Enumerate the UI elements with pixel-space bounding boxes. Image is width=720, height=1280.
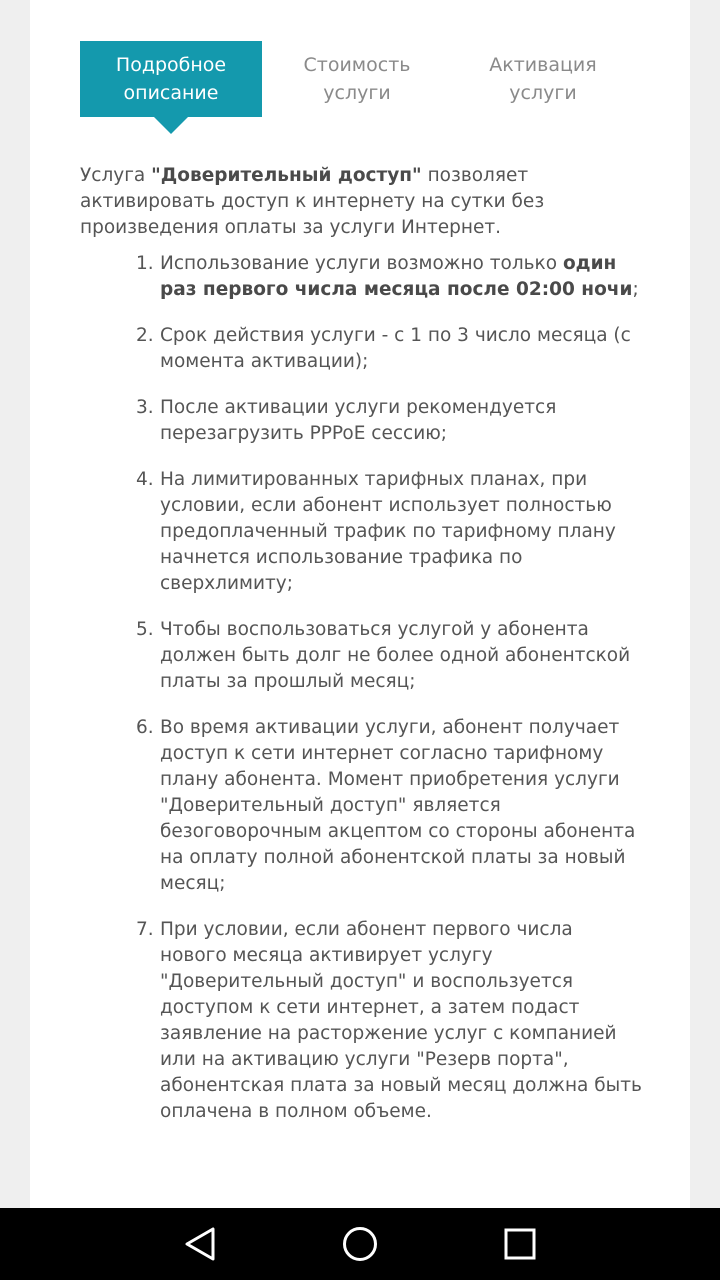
tab-bar: [80, 41, 640, 117]
list-text: Чтобы воспользоваться услугой у абонента должен быть долг не более одной абонентской платы за прошлый месяц;: [160, 619, 631, 692]
list-item: [80, 917, 642, 1125]
list-number: 7.: [136, 919, 154, 940]
list-item: [80, 467, 642, 597]
intro-paragraph: [80, 163, 642, 241]
list-text: На лимитированных тарифных планах, при условии, если абонент использует полностью предоплаченный трафик по тарифному плану начнется использование трафика по сверхлимиту;: [160, 469, 616, 594]
list-number: 2.: [136, 325, 154, 346]
list-text: После активации услуги рекомендуется перезагрузить PPPoE сессию;: [160, 397, 557, 444]
list-number: 5.: [136, 619, 154, 640]
list-number: 1.: [136, 253, 154, 274]
back-triangle-icon: [183, 1226, 217, 1262]
tab-service-cost[interactable]: [266, 41, 448, 117]
list-text: Срок действия услуги - с 1 по 3 число месяца (с момента активации);: [160, 325, 631, 372]
tab-service-activation[interactable]: [452, 41, 634, 117]
list-text: Во время активации услуги, абонент получает доступ к сети интернет согласно тарифному плану абонента. Момент приобретения услуги "Доверительный доступ" является безоговорочным акцептом со стороны абонента на оплату полной абонентской платы за новый месяц;: [160, 717, 636, 894]
system-navigation-bar: [0, 1208, 720, 1280]
service-name: "Доверительный доступ": [151, 165, 422, 186]
tab-detailed-description[interactable]: [80, 41, 262, 117]
recent-apps-button[interactable]: [498, 1224, 542, 1264]
list-number: 4.: [136, 469, 154, 490]
tab-label: Активация услуги: [489, 54, 597, 104]
home-circle-icon: [341, 1225, 379, 1263]
list-number: 6.: [136, 717, 154, 738]
content-card: [30, 0, 690, 1208]
tab-label: Стоимость услуги: [303, 54, 411, 104]
home-button[interactable]: [338, 1224, 382, 1264]
rules-list: [80, 251, 642, 1125]
list-text-bold: один раз первого числа месяца после 02:00 ночи: [160, 253, 633, 300]
list-text-tail: ;: [632, 279, 639, 300]
recent-square-icon: [503, 1227, 537, 1261]
intro-text: Услуга: [80, 165, 152, 186]
list-number: 3.: [136, 397, 154, 418]
list-item: [80, 617, 642, 695]
intro-text-tail: позволяет активировать доступ к интернету на сутки без произведения оплаты за услуги Интернет.: [80, 165, 545, 238]
tab-label: Подробное описание: [115, 54, 227, 104]
back-button[interactable]: [178, 1224, 222, 1264]
list-item: [80, 251, 642, 303]
list-item: [80, 395, 642, 447]
list-text: При условии, если абонент первого числа нового месяца активирует услугу "Доверительный доступ" и воспользуется доступом к сети интернет, а затем подаст заявление на расторжение услуг с компанией или на активацию услуги "Резерв порта", абонентская плата за новый месяц должна быть оплачена в полном объеме.: [160, 919, 642, 1122]
list-item: [80, 323, 642, 375]
list-item: [80, 715, 642, 897]
list-text: Использование услуги возможно только: [160, 253, 563, 274]
description-content: [80, 163, 642, 1145]
